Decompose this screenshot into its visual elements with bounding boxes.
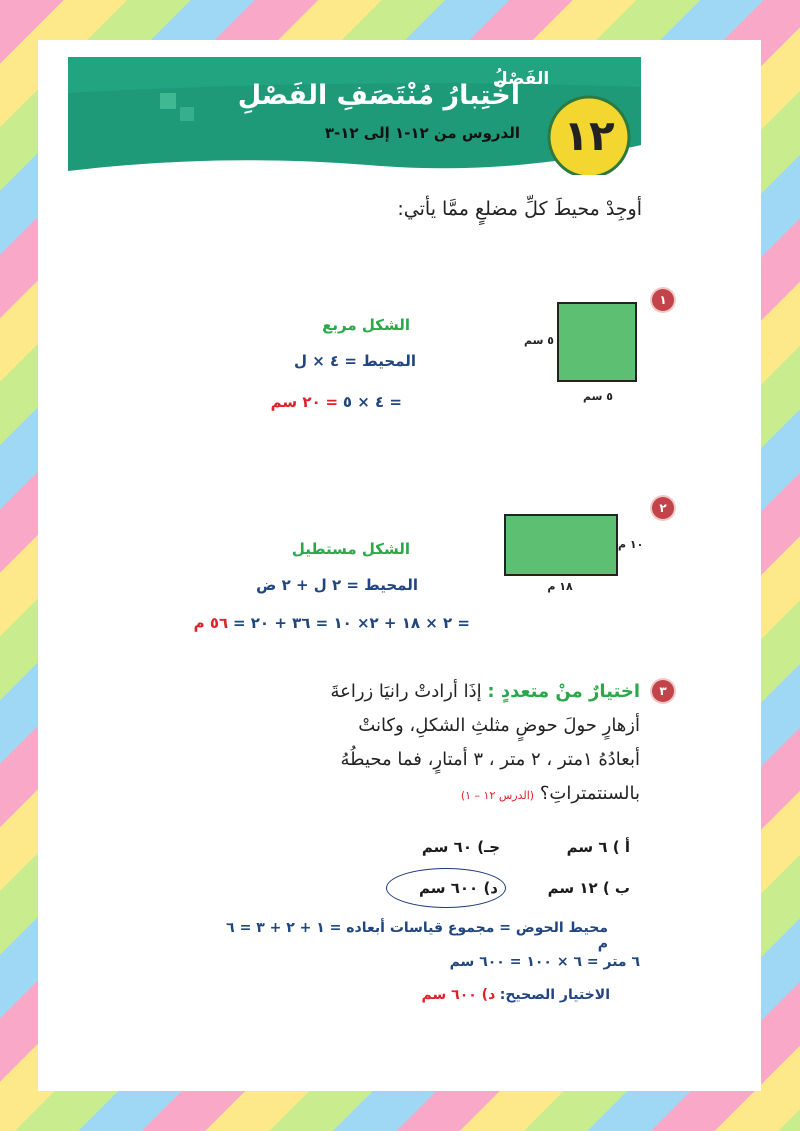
- choice-b: ب ) ١٢ سم: [547, 879, 630, 897]
- rectangle-side-label: ١٠ م: [618, 538, 644, 551]
- square-bottom-label: ٥ سم: [583, 390, 613, 403]
- q1-calculation: [250, 393, 402, 411]
- q1-calc-result: ٢٠ سم: [270, 393, 321, 411]
- lessons-range: الدروس من ١٢-١ إلى ١٢-٣: [324, 124, 520, 142]
- choice-d: د) ٦٠٠ سم: [419, 879, 498, 897]
- q3-line-1: [300, 676, 640, 708]
- choice-a: أ ) ٦ سم: [566, 838, 630, 856]
- q1-formula-rest: = ٤ × ل: [293, 352, 357, 370]
- q3-text-4: بالسنتمتراتِ؟: [539, 783, 640, 804]
- q1-calc-eq: =: [325, 393, 339, 411]
- answer-label: الاختيار الصحيح:: [499, 987, 610, 1003]
- chapter-number: ١٢: [563, 111, 615, 160]
- square-figure: [557, 302, 637, 382]
- q3-text-3: أبعادُهُ ١متر ، ٢ متر ، ٣ أمتارٍ، فما محيطُهُ: [340, 749, 640, 770]
- choice-c: جـ) ٦٠ سم: [421, 838, 500, 856]
- q1-formula-label: المحيط: [362, 352, 416, 370]
- q2-calc-result: ٥٦ م: [193, 614, 229, 632]
- q1-formula: [270, 352, 416, 370]
- q2-formula-label: المحيط: [364, 576, 418, 594]
- solution-line-2: ٦ متر = ٦ × ١٠٠ = ٦٠٠ سم: [449, 954, 640, 970]
- square-side-label: ٥ سم: [524, 334, 554, 347]
- q3-lesson-ref: (الدرس ١٢ – ١): [460, 789, 535, 802]
- answer-value: د) ٦٠٠ سم: [421, 987, 496, 1003]
- q3-line-4: [300, 778, 640, 812]
- q3-text-1: إذَا أرادتْ رانيَا زراعةَ: [330, 681, 482, 702]
- q3-text-2: أزهارٍ حولَ حوضٍ مثلثِ الشكلِ، وكانتْ: [358, 715, 640, 736]
- rectangle-bottom-label: ١٨ م: [547, 580, 573, 593]
- q2-formula-rest: = ٢ ل + ٢ ض: [256, 576, 359, 594]
- q2-formula: [240, 576, 418, 594]
- q2-shape-name: الشكل مستطيل: [291, 540, 410, 558]
- chapter-word: الفَصْلُ: [492, 69, 550, 89]
- answer-line: [400, 987, 610, 1003]
- solution-line-1: محيط الحوض = مجموع قياسات أبعاده = ١ + ٢ + ٣ = ٦ م: [226, 920, 608, 952]
- q2-calc: = ٢ × ١٨ + ٢× ١٠ = ٣٦ + ٢٠ =: [232, 614, 470, 632]
- instruction-text: أوجِدْ محيطَ كلِّ مضلعٍ ممَّا يأتي:: [397, 198, 642, 220]
- rectangle-figure: [504, 514, 618, 576]
- question-1-badge: ١: [652, 289, 674, 311]
- q2-calculation: [134, 614, 470, 632]
- q1-shape-name: الشكل مربع: [322, 316, 410, 334]
- q1-calc-left: = ٤ × ٥: [342, 393, 402, 411]
- page-title: اخْتِبارُ مُنْتَصَفِ الفَصْلِ: [237, 80, 520, 111]
- question-2-badge: ٢: [652, 497, 674, 519]
- q3-heading: اختيارٌ منْ متعددٍ :: [487, 681, 640, 702]
- question-3-badge: ٣: [652, 680, 674, 702]
